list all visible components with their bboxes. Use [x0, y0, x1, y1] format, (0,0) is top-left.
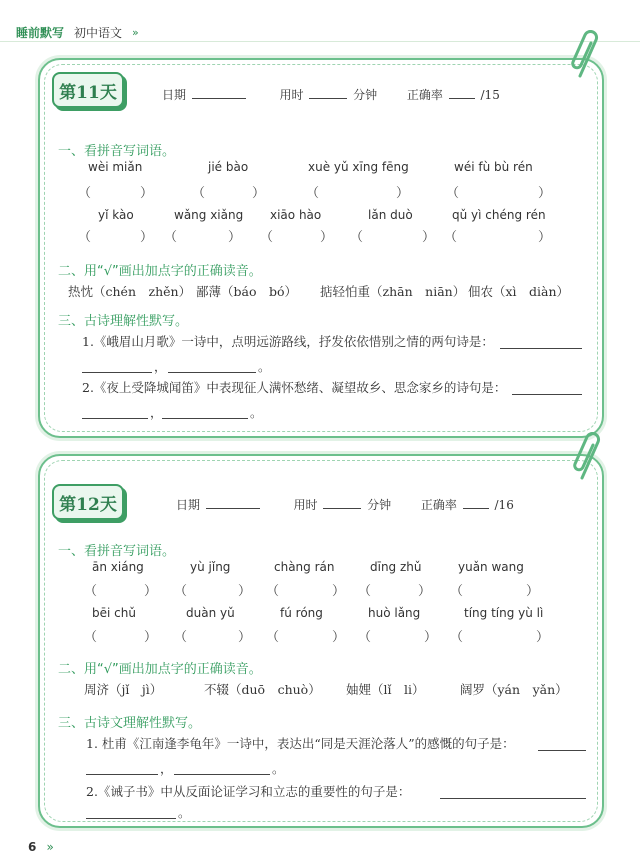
- answer-paren-close: ）: [418, 584, 432, 599]
- answer-blank[interactable]: [174, 773, 270, 775]
- comma-text: ，: [160, 761, 173, 776]
- reading-item: 不辍（duō chuò）: [204, 682, 321, 697]
- pinyin: duàn yǔ: [186, 606, 235, 620]
- chevron-icon: »: [46, 840, 54, 854]
- answer-paren-close: ）: [538, 230, 552, 245]
- answer-blank[interactable]: [82, 417, 148, 419]
- meta-row: [162, 86, 500, 103]
- reading-item: 鄙薄（báo bó）: [196, 284, 298, 299]
- reading-item: 周济（jǐ jì）: [84, 682, 163, 697]
- reading-item: 掂轻怕重（zhān niān）: [320, 284, 466, 299]
- period-text: 。: [250, 405, 263, 420]
- date-field[interactable]: [192, 86, 246, 99]
- pinyin: ān xiáng: [92, 560, 144, 574]
- question-text: 1. 杜甫《江南逢李龟年》一诗中，表达出“同是天涯沦落人”的感慨的句子是：: [86, 736, 515, 751]
- answer-paren-close: ）: [140, 230, 154, 245]
- answer-paren-open: （: [78, 186, 92, 201]
- section-title: 二、用“√”画出加点字的正确读音。: [58, 264, 262, 279]
- answer-paren-open: （: [266, 630, 280, 645]
- answer-paren-close: ）: [140, 186, 154, 201]
- answer-blank[interactable]: [86, 773, 158, 775]
- accuracy-total: /15: [480, 88, 500, 102]
- brand-label: 睡前默写: [16, 26, 65, 40]
- pinyin: huò lǎng: [368, 606, 421, 620]
- answer-paren-open: （: [350, 230, 364, 245]
- pinyin: yuǎn wang: [458, 560, 524, 574]
- pinyin: xuè yǔ xīng fēng: [308, 160, 409, 174]
- paperclip-icon: [572, 432, 608, 484]
- answer-paren-open: （: [450, 630, 464, 645]
- answer-paren-open: （: [446, 186, 460, 201]
- answer-paren-close: ）: [320, 230, 334, 245]
- question-text: 2.《夜上受降城闻笛》中表现征人满怀愁绪、凝望故乡、思念家乡的诗句是：: [82, 380, 507, 395]
- pinyin: fú róng: [280, 606, 323, 620]
- pinyin: wéi fù bù rén: [454, 160, 533, 174]
- answer-paren-close: ）: [144, 584, 158, 599]
- answer-paren-close: ）: [238, 584, 252, 599]
- card-dashed-border: [44, 460, 598, 822]
- period-text: 。: [178, 805, 191, 820]
- time-field[interactable]: [309, 86, 347, 99]
- question-text: 1.《峨眉山月歌》一诗中，点明远游路线，抒发依依惜别之情的两句诗是：: [82, 334, 494, 349]
- answer-paren-open: （: [444, 230, 458, 245]
- pinyin: yù jǐng: [190, 560, 231, 574]
- time-unit: 分钟: [353, 88, 378, 102]
- date-label: 日期: [176, 498, 201, 512]
- answer-blank[interactable]: [440, 797, 586, 799]
- chevron-icon: »: [132, 26, 139, 39]
- day-badge: 第11天: [52, 72, 124, 108]
- question-text: 2.《诫子书》中从反面论证学习和立志的重要性的句子是：: [86, 784, 411, 799]
- section-title: 一、看拼音写词语。: [58, 144, 176, 159]
- reading-item: 佃农（xì diàn）: [468, 284, 570, 299]
- section-title: 一、看拼音写词语。: [58, 544, 176, 559]
- day12-card: [38, 454, 604, 828]
- answer-paren-open: （: [174, 584, 188, 599]
- section-title: 三、古诗文理解性默写。: [58, 716, 202, 731]
- answer-paren-close: ）: [422, 230, 436, 245]
- time-unit: 分钟: [367, 498, 392, 512]
- page-number: 6: [28, 840, 37, 854]
- answer-paren-close: ）: [332, 630, 346, 645]
- answer-paren-open: （: [192, 186, 206, 201]
- pinyin: bēi chǔ: [92, 606, 136, 620]
- period-text: 。: [272, 761, 285, 776]
- card-dashed-border: [44, 64, 598, 432]
- reading-item: 妯娌（lǐ li）: [346, 682, 425, 697]
- answer-blank[interactable]: [168, 371, 256, 373]
- answer-paren-open: （: [164, 230, 178, 245]
- answer-paren-close: ）: [332, 584, 346, 599]
- answer-paren-open: （: [306, 186, 320, 201]
- answer-paren-open: （: [84, 630, 98, 645]
- pinyin: xiāo hào: [270, 208, 322, 222]
- answer-paren-open: （: [260, 230, 274, 245]
- comma-text: ，: [150, 405, 163, 420]
- answer-paren-open: （: [450, 584, 464, 599]
- answer-paren-close: ）: [238, 630, 252, 645]
- pinyin: chàng rán: [274, 560, 335, 574]
- answer-paren-open: （: [358, 584, 372, 599]
- answer-paren-close: ）: [424, 630, 438, 645]
- accuracy-label: 正确率: [420, 498, 457, 512]
- answer-paren-close: ）: [538, 186, 552, 201]
- pinyin: dīng zhǔ: [370, 560, 422, 574]
- pinyin: tíng tíng yù lì: [464, 606, 544, 620]
- pinyin: lǎn duò: [368, 208, 413, 222]
- day-badge: 第12天: [52, 484, 124, 520]
- paperclip-icon: [570, 30, 606, 82]
- pinyin: yǐ kào: [98, 208, 134, 222]
- answer-paren-open: （: [84, 584, 98, 599]
- answer-paren-close: ）: [396, 186, 410, 201]
- answer-blank[interactable]: [86, 817, 176, 819]
- reading-item: 热忱（chén zhěn）: [68, 284, 192, 299]
- meta-row: [176, 496, 514, 513]
- accuracy-total: /16: [494, 498, 514, 512]
- answer-paren-open: （: [358, 630, 372, 645]
- pinyin: wèi miǎn: [88, 160, 143, 174]
- answer-paren-open: （: [78, 230, 92, 245]
- answer-paren-close: ）: [536, 630, 550, 645]
- day11-card: [38, 58, 604, 438]
- time-field[interactable]: [323, 496, 361, 509]
- subject-label: 初中语文: [74, 26, 123, 40]
- header-divider: [0, 41, 640, 42]
- comma-text: ，: [154, 359, 167, 374]
- answer-blank[interactable]: [82, 371, 152, 373]
- accuracy-field[interactable]: [463, 496, 489, 509]
- page-header: [16, 24, 139, 41]
- section-title: 三、古诗理解性默写。: [58, 314, 189, 329]
- section-title: 二、用“√”画出加点字的正确读音。: [58, 662, 262, 677]
- answer-paren-open: （: [174, 630, 188, 645]
- answer-blank[interactable]: [538, 749, 586, 751]
- reading-item: 阔罗（yán yǎn）: [460, 682, 568, 697]
- answer-paren-close: ）: [526, 584, 540, 599]
- pinyin: jié bào: [208, 160, 249, 174]
- answer-paren-close: ）: [144, 630, 158, 645]
- pinyin: wǎng xiǎng: [174, 208, 244, 222]
- time-label: 用时: [279, 88, 304, 102]
- pinyin: qǔ yì chéng rén: [452, 208, 546, 222]
- answer-blank[interactable]: [500, 347, 582, 349]
- answer-blank[interactable]: [512, 393, 582, 395]
- period-text: 。: [258, 359, 271, 374]
- accuracy-field[interactable]: [449, 86, 475, 99]
- answer-paren-close: ）: [252, 186, 266, 201]
- accuracy-label: 正确率: [406, 88, 443, 102]
- answer-blank[interactable]: [162, 417, 248, 419]
- page-footer: [28, 840, 54, 854]
- date-field[interactable]: [206, 496, 260, 509]
- answer-paren-open: （: [266, 584, 280, 599]
- time-label: 用时: [293, 498, 318, 512]
- answer-paren-close: ）: [228, 230, 242, 245]
- date-label: 日期: [162, 88, 187, 102]
